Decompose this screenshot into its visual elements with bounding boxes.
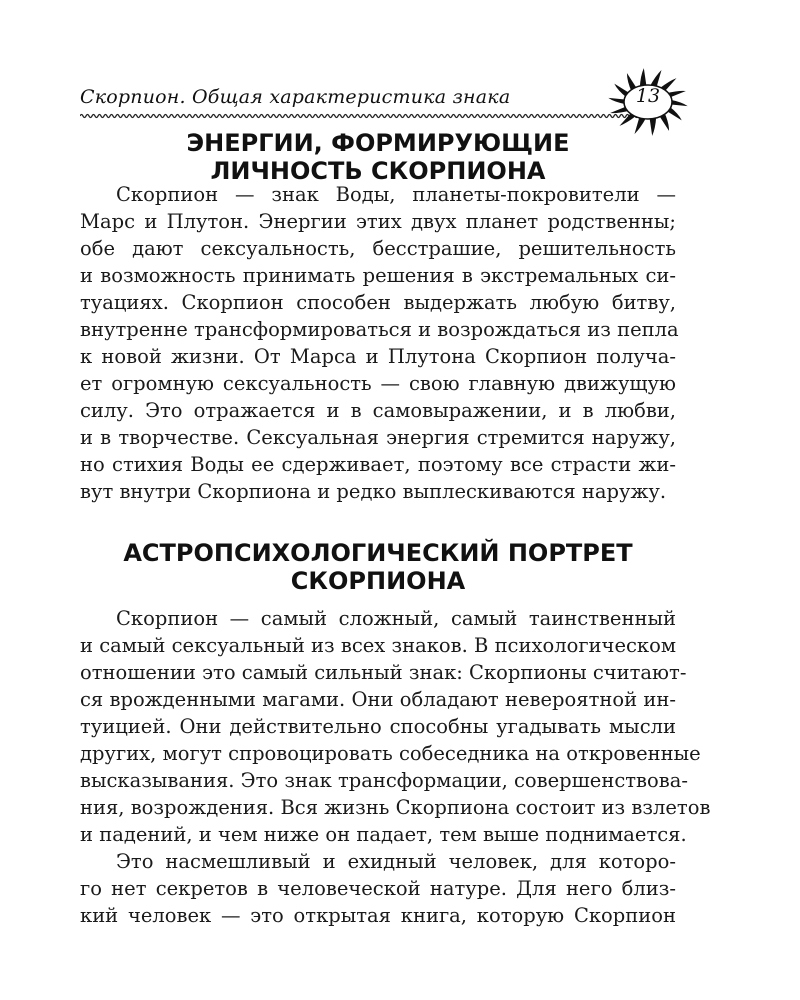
text-line: Скорпион — знак Воды, планеты-покровители — (116, 183, 676, 206)
paragraph-portrait (80, 605, 711, 848)
text-line: го нет секретов в человеческой натуре. Для него близ- (80, 877, 676, 900)
heading-line: ЭНЕРГИИ, ФОРМИРУЮЩИЕ (186, 129, 570, 157)
text-line: Марс и Плутон. Энергии этих двух планет родственны; (80, 210, 676, 233)
heading-line: ЛИЧНОСТЬ СКОРПИОНА (210, 157, 546, 185)
header-wavy-rule (80, 112, 638, 120)
text-line: ния, возрождения. Вся жизнь Скорпиона состоит из взлетов (80, 796, 711, 819)
text-line: вут внутри Скорпиона и редко выплескиваются наружу. (80, 480, 667, 503)
text-line: но стихия Воды ее сдерживает, поэтому все страсти жи- (80, 453, 676, 476)
text-line: ет огромную сексуальность — свою главную движущую (80, 372, 676, 395)
section-heading-portrait (80, 539, 676, 595)
paragraph-energies (80, 181, 679, 505)
text-line: Это насмешливый и ехидный человек, для которо- (116, 850, 676, 873)
section-heading-energies (80, 129, 676, 185)
text-line: туицией. Они действительно способны угадывать мысли (80, 715, 676, 738)
text-line: и самый сексуальный из всех знаков. В психологическом (80, 634, 677, 657)
text-line: отношении это самый сильный знак: Скорпионы считают- (80, 661, 687, 684)
text-line: обе дают сексуальность, бесстрашие, решительность (80, 237, 676, 260)
text-line: высказывания. Это знак трансформации, совершенствова- (80, 769, 688, 792)
heading-line: СКОРПИОНА (290, 567, 466, 595)
text-line: кий человек — это открытая книга, которую Скорпион (80, 904, 676, 927)
text-line: внутренне трансформироваться и возрождаться из пепла (80, 318, 679, 341)
text-line: туациях. Скорпион способен выдержать любую битву, (80, 291, 676, 314)
text-line: к новой жизни. От Марса и Плутона Скорпион получа- (80, 345, 676, 368)
text-line: Скорпион — самый сложный, самый таинственный (116, 607, 676, 630)
paragraph-character (80, 848, 676, 929)
text-line: и падений, и чем ниже он падает, тем выше поднимается. (80, 823, 687, 846)
text-line: других, могут спровоцировать собеседника на откровенные (80, 742, 701, 765)
text-line: ся врожденными магами. Они обладают невероятной ин- (80, 688, 676, 711)
text-line: и возможность принимать решения в экстремальных си- (80, 264, 676, 287)
text-line: и в творчестве. Сексуальная энергия стремится наружу, (80, 426, 676, 449)
running-header: Скорпион. Общая характеристика знака (80, 86, 511, 108)
page-number: 13 (635, 85, 661, 107)
text-line: силу. Это отражается и в самовыражении, и в любви, (80, 399, 676, 422)
heading-line: АСТРОПСИХОЛОГИЧЕСКИЙ ПОРТРЕТ (123, 539, 633, 567)
